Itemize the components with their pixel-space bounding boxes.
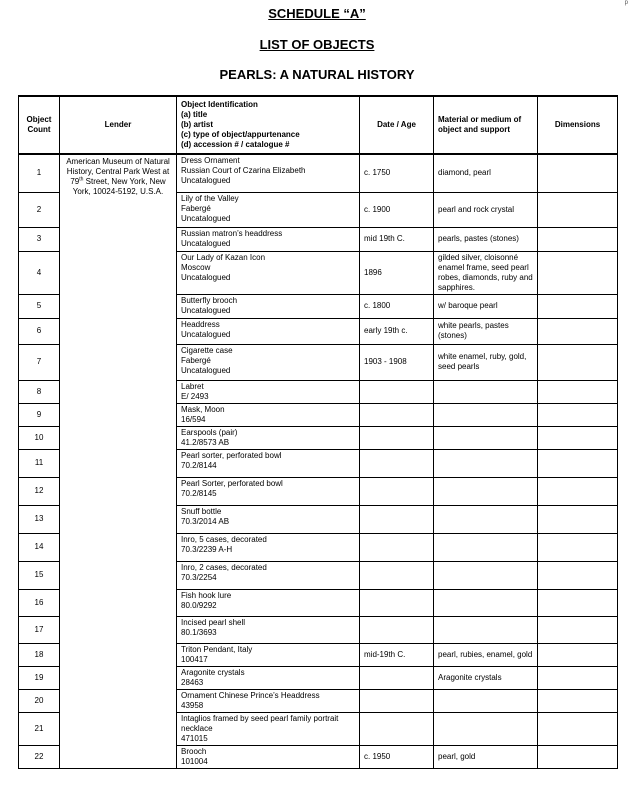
object-count-cell: 20 <box>19 689 60 712</box>
object-count-cell: 4 <box>19 251 60 294</box>
object-count-cell: 10 <box>19 426 60 449</box>
object-identification-line: Headdress <box>181 319 220 329</box>
object-identification-line: Inro, 2 cases, decorated <box>181 562 267 572</box>
object-identification-line: 101004 <box>181 756 208 766</box>
date-age-cell <box>360 712 434 745</box>
object-count-cell: 17 <box>19 616 60 643</box>
object-identification-line: 70.2/8145 <box>181 488 217 498</box>
header-object-count: Object Count <box>19 96 60 154</box>
object-identification-cell <box>177 589 360 616</box>
exhibit-title: PEARLS: A NATURAL HISTORY <box>219 67 415 82</box>
material-cell <box>434 477 538 505</box>
object-identification-cell <box>177 449 360 477</box>
object-identification-cell <box>177 561 360 589</box>
object-identification-line: E/ 2493 <box>181 391 209 401</box>
dimensions-cell <box>538 745 618 768</box>
material-cell: diamond, pearl <box>434 154 538 192</box>
date-age-cell <box>360 616 434 643</box>
header-ident-line: (b) artist <box>181 120 213 129</box>
material-cell <box>434 533 538 561</box>
material-cell <box>434 712 538 745</box>
object-count-cell: 14 <box>19 533 60 561</box>
lender-text: American Museum of Natural History, Central Park West at 79 <box>66 157 170 186</box>
dimensions-cell <box>538 344 618 380</box>
material-cell: white enamel, ruby, gold, seed pearls <box>434 344 538 380</box>
header-date-age: Date / Age <box>360 96 434 154</box>
object-identification-line: Ornament Chinese Prince’s Headdress <box>181 690 320 700</box>
object-count-cell: 7 <box>19 344 60 380</box>
dimensions-cell <box>538 227 618 251</box>
material-cell <box>434 616 538 643</box>
object-count-cell: 8 <box>19 380 60 403</box>
material-cell <box>434 449 538 477</box>
object-identification-line: 80.0/9292 <box>181 600 217 610</box>
object-count-cell: 19 <box>19 666 60 689</box>
date-age-cell <box>360 533 434 561</box>
object-identification-line: Uncatalogued <box>181 213 231 223</box>
material-cell <box>434 689 538 712</box>
object-identification-cell <box>177 616 360 643</box>
dimensions-cell <box>538 477 618 505</box>
dimensions-cell <box>538 712 618 745</box>
material-cell <box>434 403 538 426</box>
material-cell <box>434 426 538 449</box>
date-age-cell: c. 1750 <box>360 154 434 192</box>
date-age-cell: 1896 <box>360 251 434 294</box>
date-age-cell: c. 1950 <box>360 745 434 768</box>
object-identification-line: Uncatalogued <box>181 272 231 282</box>
object-identification-cell <box>177 533 360 561</box>
object-identification-line: 70.3/2239 A-H <box>181 544 233 554</box>
object-identification-line: 43958 <box>181 700 204 710</box>
material-cell: pearl and rock crystal <box>434 192 538 227</box>
material-cell <box>434 505 538 533</box>
object-identification-cell <box>177 344 360 380</box>
date-age-cell: mid-19th C. <box>360 643 434 666</box>
object-identification-cell <box>177 294 360 318</box>
object-identification-cell <box>177 505 360 533</box>
dimensions-cell <box>538 505 618 533</box>
object-identification-line: Fabergé <box>181 355 211 365</box>
date-age-cell: early 19th c. <box>360 318 434 344</box>
object-identification-line: Triton Pendant, Italy <box>181 644 253 654</box>
object-count-cell: 16 <box>19 589 60 616</box>
dimensions-cell <box>538 616 618 643</box>
object-count-cell: 15 <box>19 561 60 589</box>
date-age-cell <box>360 449 434 477</box>
object-identification-line: 70.3/2014 AB <box>181 516 230 526</box>
object-identification-line: Labret <box>181 381 204 391</box>
object-count-cell: 22 <box>19 745 60 768</box>
object-identification-line: Uncatalogued <box>181 176 231 185</box>
object-identification-cell <box>177 745 360 768</box>
object-identification-line: Our Lady of Kazan Icon <box>181 252 266 262</box>
object-identification-cell <box>177 318 360 344</box>
dimensions-cell <box>538 154 618 192</box>
material-cell <box>434 589 538 616</box>
objects-table <box>18 95 618 769</box>
material-cell: gilded silver, cloisonné enamel frame, seed pearl robes, diamonds, ruby and sapphires. <box>434 251 538 294</box>
object-identification-line: Dress Ornament <box>181 156 240 165</box>
schedule-heading: SCHEDULE “A” <box>268 6 366 21</box>
object-count-cell: 12 <box>19 477 60 505</box>
date-age-cell <box>360 380 434 403</box>
object-identification-line: Butterfly brooch <box>181 295 238 305</box>
object-count-cell: 6 <box>19 318 60 344</box>
object-identification-line: 471015 <box>181 733 208 743</box>
object-identification-cell <box>177 712 360 745</box>
object-identification-line: Moscow <box>181 262 211 272</box>
dimensions-cell <box>538 666 618 689</box>
date-age-cell <box>360 505 434 533</box>
object-identification-line: Inro, 5 cases, decorated <box>181 534 267 544</box>
object-count-cell: 13 <box>19 505 60 533</box>
header-lender: Lender <box>60 96 177 154</box>
table-header-row <box>19 96 618 154</box>
dimensions-cell <box>538 689 618 712</box>
lender-ordinal-suffix: th <box>79 176 84 183</box>
table-row <box>19 154 618 192</box>
object-identification-cell <box>177 403 360 426</box>
date-age-cell <box>360 589 434 616</box>
date-age-cell <box>360 403 434 426</box>
date-age-cell <box>360 477 434 505</box>
date-age-cell <box>360 561 434 589</box>
dimensions-cell <box>538 192 618 227</box>
material-cell <box>434 561 538 589</box>
header-object-identification <box>177 96 360 154</box>
date-age-cell <box>360 426 434 449</box>
material-cell: pearl, rubies, enamel, gold <box>434 643 538 666</box>
object-identification-line: Earspools (pair) <box>181 427 238 437</box>
object-identification-line: 16/594 <box>181 414 206 424</box>
date-age-cell: c. 1800 <box>360 294 434 318</box>
object-identification-cell <box>177 666 360 689</box>
material-cell: pearls, pastes (stones) <box>434 227 538 251</box>
page-corner-mark: p <box>624 0 628 6</box>
dimensions-cell <box>538 533 618 561</box>
object-identification-line: 70.3/2254 <box>181 572 217 582</box>
object-identification-cell <box>177 477 360 505</box>
date-age-cell: 1903 - 1908 <box>360 344 434 380</box>
dimensions-cell <box>538 426 618 449</box>
object-identification-line: Russian matron’s headdress <box>181 228 283 238</box>
dimensions-cell <box>538 318 618 344</box>
dimensions-cell <box>538 251 618 294</box>
material-cell: pearl, gold <box>434 745 538 768</box>
object-identification-cell <box>177 251 360 294</box>
object-identification-line: Cigarette case <box>181 345 233 355</box>
header-ident-line: (c) type of object/appurtenance <box>181 130 300 139</box>
object-count-cell: 11 <box>19 449 60 477</box>
object-identification-cell <box>177 192 360 227</box>
object-identification-cell <box>177 689 360 712</box>
object-identification-cell <box>177 426 360 449</box>
material-cell: Aragonite crystals <box>434 666 538 689</box>
list-heading: LIST OF OBJECTS <box>259 37 375 52</box>
material-cell: w/ baroque pearl <box>434 294 538 318</box>
material-cell: white pearls, pastes (stones) <box>434 318 538 344</box>
header-ident-line: (a) title <box>181 110 208 119</box>
dimensions-cell <box>538 589 618 616</box>
header-material: Material or medium of object and support <box>434 96 538 154</box>
object-identification-line: Pearl Sorter, perforated bowl <box>181 478 283 488</box>
object-identification-line: Lily of the Valley <box>181 193 239 203</box>
dimensions-cell <box>538 449 618 477</box>
object-identification-line: Brooch <box>181 746 207 756</box>
object-identification-line: Fabergé <box>181 203 211 213</box>
object-identification-line: Uncatalogued <box>181 365 231 375</box>
lender-cell <box>60 154 177 768</box>
date-age-cell: mid 19th C. <box>360 227 434 251</box>
dimensions-cell <box>538 643 618 666</box>
header-ident-line: Object Identification <box>181 100 258 109</box>
object-count-cell: 1 <box>19 154 60 192</box>
date-age-cell <box>360 666 434 689</box>
object-identification-line: 80.1/3693 <box>181 627 217 637</box>
object-count-cell: 21 <box>19 712 60 745</box>
header-ident-line: (d) accession # / catalogue # <box>181 140 290 149</box>
object-identification-line: Uncatalogued <box>181 329 231 339</box>
object-identification-line: 41.2/8573 AB <box>181 437 230 447</box>
object-count-cell: 2 <box>19 192 60 227</box>
object-identification-line: Incised pearl shell <box>181 617 246 627</box>
object-identification-line: 100417 <box>181 654 208 664</box>
object-identification-line: Aragonite crystals <box>181 667 245 677</box>
object-identification-line: 70.2/8144 <box>181 460 217 470</box>
object-identification-cell <box>177 227 360 251</box>
object-identification-line: Mask, Moon <box>181 404 225 414</box>
date-age-cell: c. 1900 <box>360 192 434 227</box>
object-identification-cell <box>177 380 360 403</box>
object-identification-line: Pearl sorter, perforated bowl <box>181 450 282 460</box>
dimensions-cell <box>538 380 618 403</box>
object-identification-line: Uncatalogued <box>181 305 231 315</box>
object-identification-cell <box>177 643 360 666</box>
header-dimensions: Dimensions <box>538 96 618 154</box>
date-age-cell <box>360 689 434 712</box>
dimensions-cell <box>538 403 618 426</box>
object-count-cell: 5 <box>19 294 60 318</box>
object-identification-line: Uncatalogued <box>181 238 231 248</box>
object-identification-line: Fish hook lure <box>181 590 232 600</box>
lender-text: Street, New York, New York, 10024-5192, U.S.A. <box>72 177 166 196</box>
object-identification-line: Snuff bottle <box>181 506 222 516</box>
object-identification-line: Intaglios framed by seed pearl family portrait necklace <box>181 713 339 733</box>
object-count-cell: 9 <box>19 403 60 426</box>
dimensions-cell <box>538 561 618 589</box>
table-body <box>19 154 618 768</box>
object-count-cell: 18 <box>19 643 60 666</box>
dimensions-cell <box>538 294 618 318</box>
material-cell <box>434 380 538 403</box>
object-count-cell: 3 <box>19 227 60 251</box>
object-identification-cell <box>177 154 360 192</box>
object-identification-line: Russian Court of Czarina Elizabeth <box>181 166 306 175</box>
object-identification-line: 28463 <box>181 677 204 687</box>
